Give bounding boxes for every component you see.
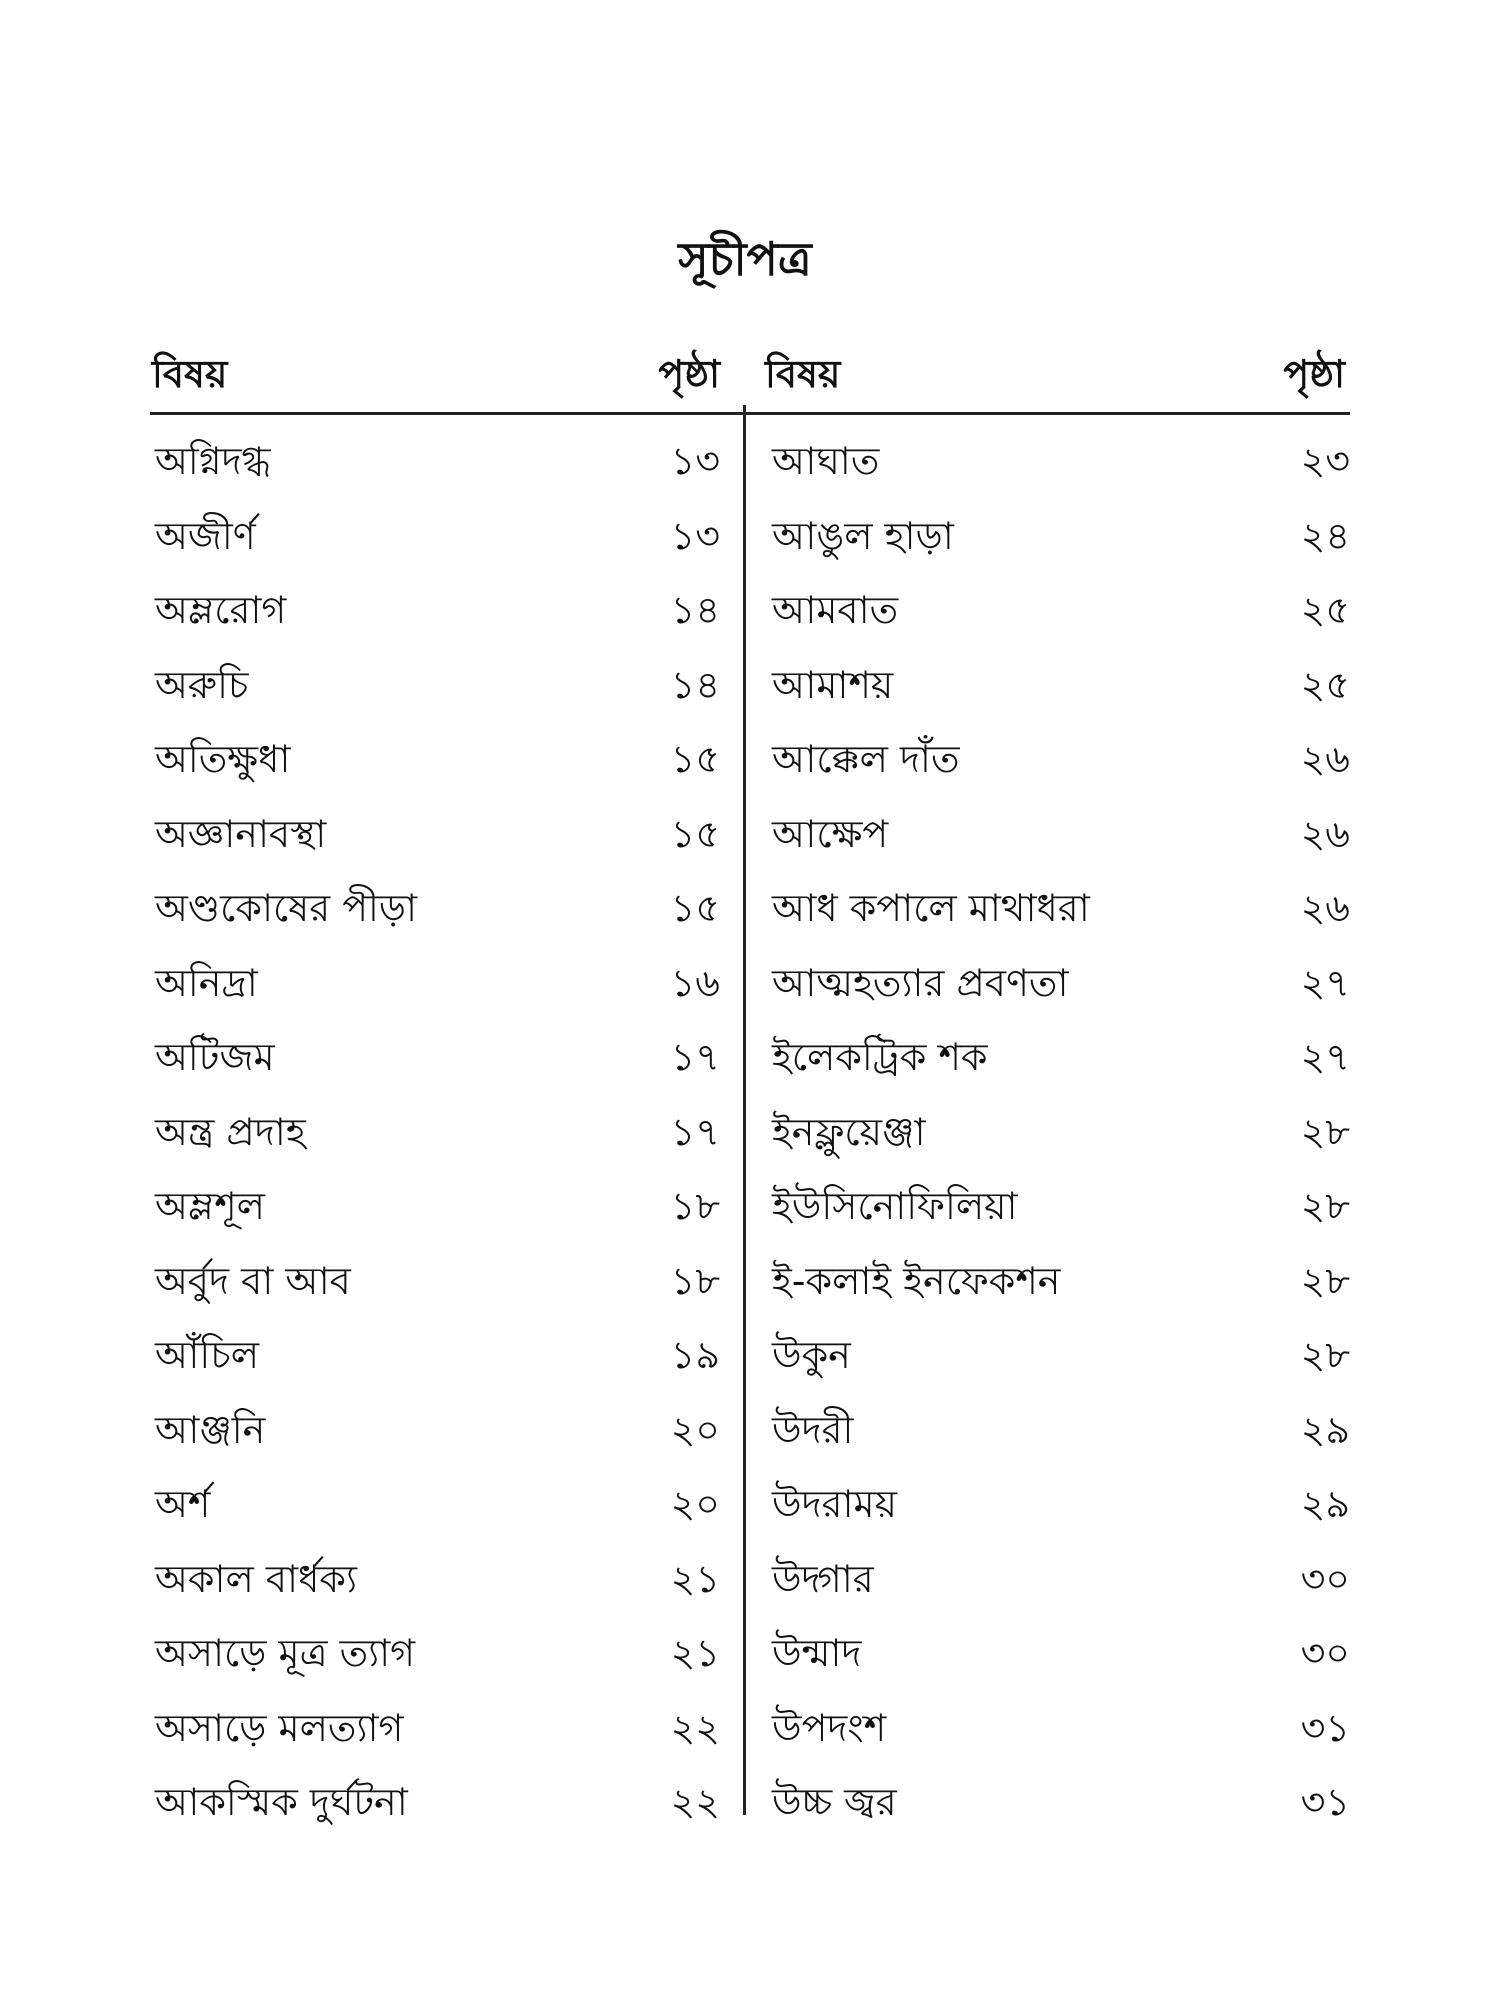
left-subject: অণ্ডকোষের পীড়া — [155, 886, 418, 930]
toc-row — [0, 1538, 1500, 1613]
left-subject: আঁচিল — [155, 1333, 260, 1377]
left-page-number: ২১ — [670, 1631, 720, 1675]
left-subject: অগ্নিদগ্ধ — [155, 439, 271, 483]
left-page-number: ১৮ — [670, 1184, 720, 1228]
right-page-number: ২৭ — [1300, 960, 1350, 1005]
left-subject: অটিজম — [155, 1035, 275, 1079]
toc-row — [0, 1016, 1500, 1091]
toc-row — [0, 1091, 1500, 1166]
right-subject: আঘাত — [772, 439, 880, 483]
right-subject: ই-কলাই ইনফেকশন — [772, 1258, 1061, 1303]
right-subject: আঙুল হাড়া — [772, 513, 954, 558]
toc-row — [0, 1463, 1500, 1538]
right-subject: উদরী — [772, 1407, 854, 1452]
right-page-number: ২৮ — [1300, 1184, 1350, 1228]
left-subject: অর্বুদ বা আব — [155, 1258, 351, 1303]
right-subject: উচ্চ জ্বর — [772, 1780, 897, 1824]
left-page-number: ১৭ — [670, 1109, 720, 1154]
toc-row — [0, 569, 1500, 644]
toc-row — [0, 1761, 1500, 1836]
left-page-number: ১৪ — [670, 588, 720, 632]
left-subject: আকস্মিক দুর্ঘটনা — [155, 1780, 408, 1824]
right-page-number: ২৬ — [1300, 886, 1350, 930]
toc-table — [0, 420, 1500, 1836]
right-page-number: ২৮ — [1300, 1109, 1350, 1154]
toc-row — [0, 1165, 1500, 1240]
right-subject-header: বিষয় — [765, 352, 841, 396]
left-page-number: ১৫ — [670, 811, 720, 856]
right-page-number: ২৬ — [1300, 737, 1350, 781]
right-page-number: ২৮ — [1300, 1333, 1350, 1377]
right-page-number: ৩১ — [1300, 1780, 1350, 1824]
left-subject: অতিক্ষুধা — [155, 737, 291, 781]
left-page-number: ১৭ — [670, 1035, 720, 1079]
right-page-number: ৩১ — [1300, 1705, 1350, 1750]
left-page-number: ১৩ — [670, 439, 720, 483]
left-page-number: ১৮ — [670, 1258, 720, 1303]
left-page-number: ১৪ — [670, 662, 720, 707]
right-subject: আধ কপালে মাথাধরা — [772, 886, 1090, 930]
right-subject: ইউসিনোফিলিয়া — [772, 1184, 1018, 1228]
left-subject-header: বিষয় — [152, 352, 228, 396]
left-subject: অম্লশূল — [155, 1184, 265, 1228]
left-page-header: পৃষ্ঠা — [658, 352, 720, 396]
left-subject: অজীর্ণ — [155, 513, 256, 558]
right-page-header: পৃষ্ঠা — [1283, 352, 1345, 396]
right-page-number: ২৭ — [1300, 1035, 1350, 1079]
right-subject: আত্মহত্যার প্রবণতা — [772, 960, 1069, 1005]
right-page-number: ৩০ — [1300, 1631, 1350, 1675]
left-page-number: ১৬ — [670, 960, 720, 1005]
left-page-number: ২০ — [670, 1482, 720, 1526]
right-page-number: ৩০ — [1300, 1556, 1350, 1601]
right-page-number: ২৮ — [1300, 1258, 1350, 1303]
right-page-number: ২৫ — [1300, 588, 1350, 632]
right-subject: উন্মাদ — [772, 1631, 862, 1675]
left-subject: অনিদ্রা — [155, 960, 258, 1005]
toc-row — [0, 718, 1500, 793]
right-page-number: ২৪ — [1300, 513, 1350, 558]
left-page-number: ১৩ — [670, 513, 720, 558]
right-subject: ইলেকট্রিক শক — [772, 1035, 988, 1079]
right-subject: উদ্গার — [772, 1556, 874, 1601]
left-page-number: ১৫ — [670, 886, 720, 930]
right-subject: উকুন — [772, 1333, 851, 1377]
right-subject: আমবাত — [772, 588, 899, 632]
toc-row — [0, 1687, 1500, 1762]
right-page-number: ২৫ — [1300, 662, 1350, 707]
toc-row — [0, 793, 1500, 868]
header-rule — [150, 412, 1350, 415]
left-page-number: ২১ — [670, 1556, 720, 1601]
right-page-number: ২৯ — [1300, 1407, 1350, 1452]
left-subject: অর্শ — [155, 1482, 211, 1526]
right-subject: আক্ষেপ — [772, 811, 889, 856]
left-subject: অকাল বার্ধক্য — [155, 1556, 357, 1601]
right-subject: আক্কেল দাঁত — [772, 737, 960, 781]
right-subject: ইনফ্লুয়েঞ্জা — [772, 1109, 926, 1154]
right-page-number: ২৬ — [1300, 811, 1350, 856]
toc-row — [0, 1389, 1500, 1464]
toc-row — [0, 420, 1500, 495]
right-subject: উপদংশ — [772, 1705, 887, 1750]
right-subject: উদরাময় — [772, 1482, 897, 1526]
left-subject: আঞ্জনি — [155, 1407, 266, 1452]
right-page-number: ২৯ — [1300, 1482, 1350, 1526]
left-subject: অন্ত্র প্রদাহ — [155, 1109, 306, 1154]
toc-row — [0, 495, 1500, 570]
left-page-number: ২২ — [670, 1780, 720, 1824]
left-subject: অরুচি — [155, 662, 249, 707]
left-subject: অসাড়ে মলত্যাগ — [155, 1705, 404, 1750]
page-title: সূচীপত্র — [678, 232, 812, 286]
right-page-number: ২৩ — [1300, 439, 1350, 483]
left-subject: অম্লরোগ — [155, 588, 287, 632]
left-page-number: ১৯ — [670, 1333, 720, 1377]
right-subject: আমাশয় — [772, 662, 894, 707]
left-subject: অজ্ঞানাবস্থা — [155, 811, 327, 856]
toc-row — [0, 867, 1500, 942]
left-page-number: ২২ — [670, 1705, 720, 1750]
toc-row — [0, 644, 1500, 719]
left-page-number: ১৫ — [670, 737, 720, 781]
toc-row — [0, 1240, 1500, 1315]
toc-row — [0, 1314, 1500, 1389]
left-page-number: ২০ — [670, 1407, 720, 1452]
toc-row — [0, 942, 1500, 1017]
toc-row — [0, 1612, 1500, 1687]
left-subject: অসাড়ে মূত্র ত্যাগ — [155, 1631, 416, 1675]
